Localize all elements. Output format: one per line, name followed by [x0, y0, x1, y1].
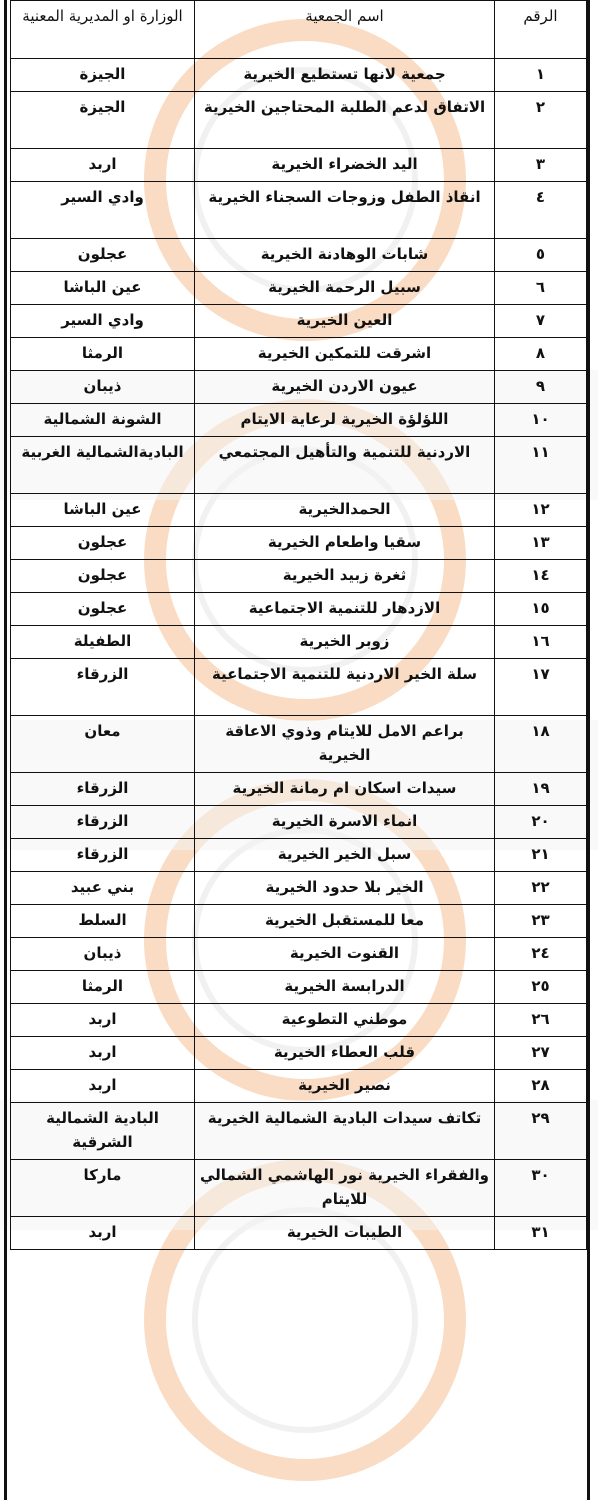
directorate-cell: عين الباشا [11, 272, 195, 305]
association-name-cell: قلب العطاء الخيرية [195, 1037, 495, 1070]
directorate-cell: الرمثا [11, 338, 195, 371]
table-row [11, 371, 587, 404]
association-name-cell: براعم الامل للايتام وذوي الاعاقة الخيرية [195, 716, 495, 773]
directorate-cell: معان [11, 716, 195, 773]
association-name-cell: الدرابسة الخيرية [195, 971, 495, 1004]
header-number: الرقم [495, 1, 587, 59]
association-name-cell: الطيبات الخيرية [195, 1217, 495, 1250]
row-number-cell: ٢٢ [495, 872, 587, 905]
directorate-cell: اربد [11, 1037, 195, 1070]
association-name-cell: ثغرة زبيد الخيرية [195, 560, 495, 593]
association-name-cell: سيدات اسكان ام رمانة الخيرية [195, 773, 495, 806]
row-number-cell: ٨ [495, 338, 587, 371]
directorate-cell: الزرقاء [11, 659, 195, 716]
association-name-cell: الازدهار للتنمية الاجتماعية [195, 593, 495, 626]
table-body [11, 59, 587, 1250]
table-row [11, 806, 587, 839]
directorate-cell: اربد [11, 1217, 195, 1250]
table-row [11, 716, 587, 773]
association-name-cell: اليد الخضراء الخيرية [195, 149, 495, 182]
table-row [11, 872, 587, 905]
table-row [11, 971, 587, 1004]
association-name-cell: سلة الخير الاردنية للتنمية الاجتماعية [195, 659, 495, 716]
row-number-cell: ١ [495, 59, 587, 92]
association-name-cell: موطني التطوعية [195, 1004, 495, 1037]
directorate-cell: البادية الشمالية الشرقية [11, 1103, 195, 1160]
association-name-cell: الاردنية للتنمية والتأهيل المجتمعي [195, 437, 495, 494]
association-name-cell: سبيل الرحمة الخيرية [195, 272, 495, 305]
row-number-cell: ٣ [495, 149, 587, 182]
table-row [11, 1037, 587, 1070]
row-number-cell: ٥ [495, 239, 587, 272]
association-name-cell: الاتفاق لدعم الطلبة المحتاجين الخيرية [195, 92, 495, 149]
associations-table [10, 0, 587, 1250]
row-number-cell: ٣١ [495, 1217, 587, 1250]
table-row [11, 338, 587, 371]
row-number-cell: ١٠ [495, 404, 587, 437]
row-number-cell: ٢٣ [495, 905, 587, 938]
directorate-cell: عين الباشا [11, 494, 195, 527]
table-row [11, 437, 587, 494]
directorate-cell: الباديةالشمالية الغربية [11, 437, 195, 494]
directorate-cell: اربد [11, 1004, 195, 1037]
row-number-cell: ٤ [495, 182, 587, 239]
row-number-cell: ١٨ [495, 716, 587, 773]
association-name-cell: نصير الخيرية [195, 1070, 495, 1103]
association-name-cell: زوبر الخيرية [195, 626, 495, 659]
table-row [11, 1070, 587, 1103]
table-row [11, 839, 587, 872]
table-row [11, 905, 587, 938]
directorate-cell: الزرقاء [11, 806, 195, 839]
table-row [11, 1160, 587, 1217]
association-name-cell: العين الخيرية [195, 305, 495, 338]
directorate-cell: وادي السير [11, 182, 195, 239]
row-number-cell: ٢٧ [495, 1037, 587, 1070]
row-number-cell: ١٧ [495, 659, 587, 716]
directorate-cell: الطفيلة [11, 626, 195, 659]
table-row [11, 1004, 587, 1037]
table-row [11, 773, 587, 806]
directorate-cell: عجلون [11, 239, 195, 272]
directorate-cell: الزرقاء [11, 773, 195, 806]
row-number-cell: ٩ [495, 371, 587, 404]
directorate-cell: الزرقاء [11, 839, 195, 872]
row-number-cell: ٧ [495, 305, 587, 338]
header-association-name: اسم الجمعية [195, 1, 495, 59]
row-number-cell: ٢٠ [495, 806, 587, 839]
table-row [11, 527, 587, 560]
association-name-cell: اشرقت للتمكين الخيرية [195, 338, 495, 371]
association-name-cell: انقاذ الطفل وزوجات السجناء الخيرية [195, 182, 495, 239]
row-number-cell: ١٤ [495, 560, 587, 593]
association-name-cell: والفقراء الخيرية نور الهاشمي الشمالي للايتام [195, 1160, 495, 1217]
association-name-cell: القنوت الخيرية [195, 938, 495, 971]
association-name-cell: شابات الوهادنة الخيرية [195, 239, 495, 272]
directorate-cell: السلط [11, 905, 195, 938]
directorate-cell: اربد [11, 149, 195, 182]
row-number-cell: ١١ [495, 437, 587, 494]
directorate-cell: الجيزة [11, 59, 195, 92]
table-row [11, 59, 587, 92]
row-number-cell: ٢٥ [495, 971, 587, 1004]
table-row [11, 92, 587, 149]
association-name-cell: عيون الاردن الخيرية [195, 371, 495, 404]
association-name-cell: تكاتف سيدات البادية الشمالية الخيرية [195, 1103, 495, 1160]
row-number-cell: ١٣ [495, 527, 587, 560]
row-number-cell: ٢٩ [495, 1103, 587, 1160]
row-number-cell: ١٥ [495, 593, 587, 626]
table-header-row [11, 1, 587, 59]
directorate-cell: بني عبيد [11, 872, 195, 905]
table-row [11, 560, 587, 593]
directorate-cell: عجلون [11, 593, 195, 626]
table-row [11, 593, 587, 626]
directorate-cell: وادي السير [11, 305, 195, 338]
header-directorate: الوزارة او المديرية المعنية [11, 1, 195, 59]
table-row [11, 182, 587, 239]
row-number-cell: ١٢ [495, 494, 587, 527]
row-number-cell: ٣٠ [495, 1160, 587, 1217]
association-name-cell: الخير بلا حدود الخيرية [195, 872, 495, 905]
directorate-cell: الرمثا [11, 971, 195, 1004]
table-row [11, 938, 587, 971]
association-name-cell: سبل الخير الخيرية [195, 839, 495, 872]
association-name-cell: الحمدالخيرية [195, 494, 495, 527]
row-number-cell: ٢٤ [495, 938, 587, 971]
row-number-cell: ٢٨ [495, 1070, 587, 1103]
row-number-cell: ٢٦ [495, 1004, 587, 1037]
row-number-cell: ٦ [495, 272, 587, 305]
directorate-cell: الجيزة [11, 92, 195, 149]
row-number-cell: ١٩ [495, 773, 587, 806]
table-row [11, 239, 587, 272]
table-row [11, 1217, 587, 1250]
directorate-cell: عجلون [11, 527, 195, 560]
directorate-cell: عجلون [11, 560, 195, 593]
association-name-cell: اللؤلؤة الخيرية لرعاية الايتام [195, 404, 495, 437]
row-number-cell: ١٦ [495, 626, 587, 659]
table-row [11, 305, 587, 338]
association-name-cell: جمعية لانها تستطيع الخيرية [195, 59, 495, 92]
association-name-cell: سقيا واطعام الخيرية [195, 527, 495, 560]
table-row [11, 1103, 587, 1160]
table-row [11, 149, 587, 182]
row-number-cell: ٢ [495, 92, 587, 149]
directorate-cell: ماركا [11, 1160, 195, 1217]
directorate-cell: ذيبان [11, 371, 195, 404]
association-name-cell: معا للمستقبل الخيرية [195, 905, 495, 938]
row-number-cell: ٢١ [495, 839, 587, 872]
association-name-cell: انماء الاسرة الخيرية [195, 806, 495, 839]
table-row [11, 272, 587, 305]
table-row [11, 659, 587, 716]
table-row [11, 626, 587, 659]
table-row [11, 494, 587, 527]
table-row [11, 404, 587, 437]
directorate-cell: اربد [11, 1070, 195, 1103]
directorate-cell: الشونة الشمالية [11, 404, 195, 437]
directorate-cell: ذيبان [11, 938, 195, 971]
